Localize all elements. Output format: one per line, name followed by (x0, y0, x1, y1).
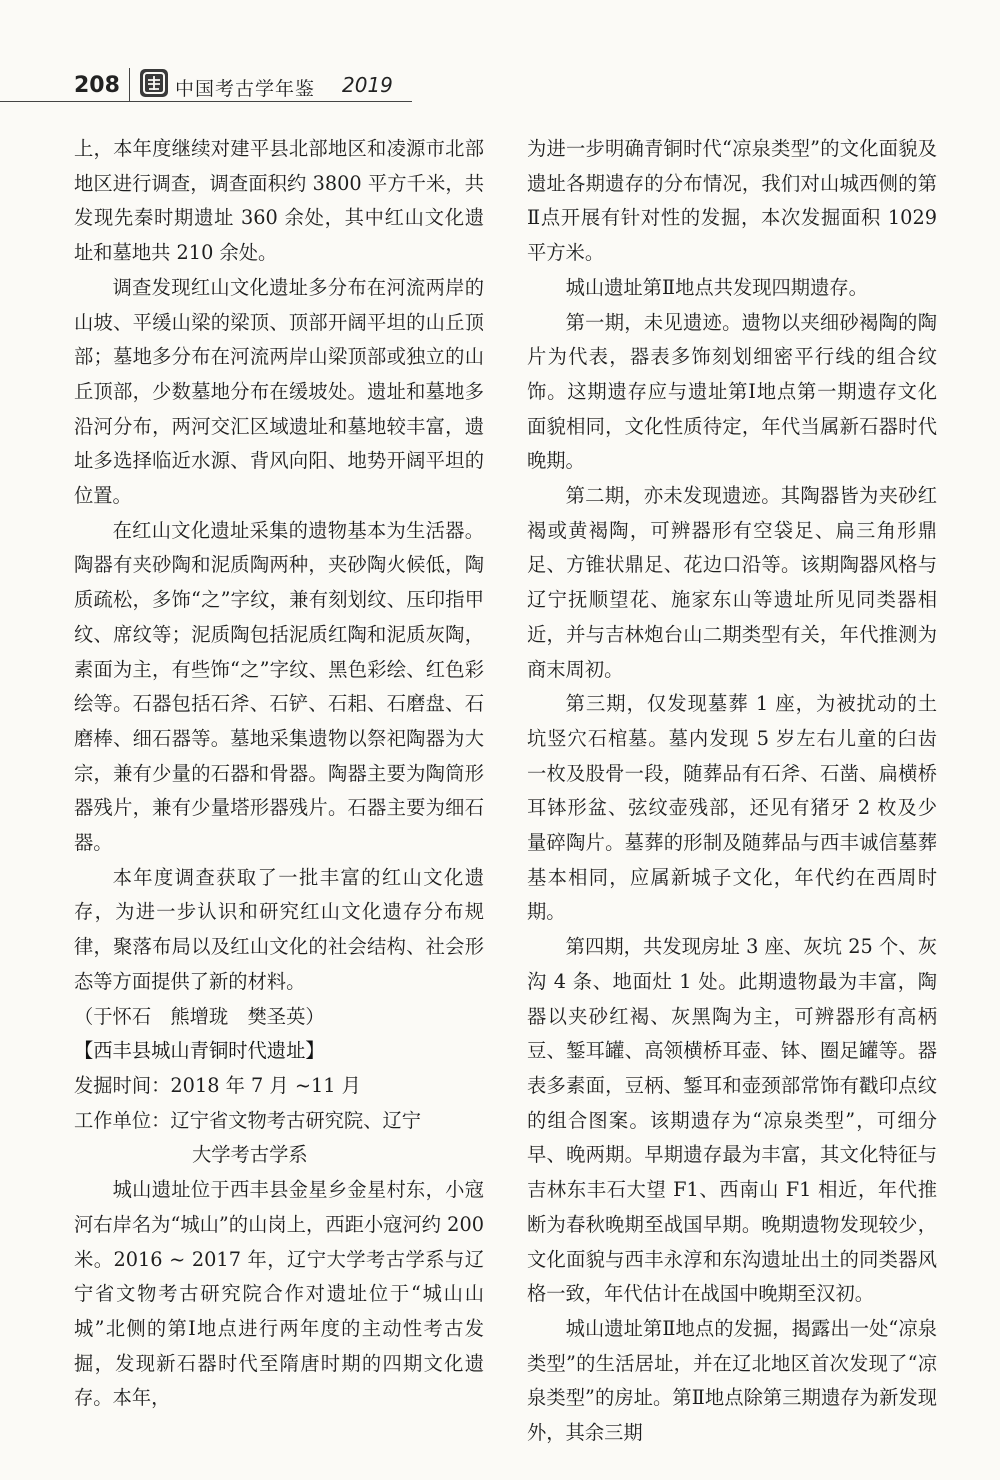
paragraph: 城山遗址位于西丰县金星乡金星村东，小寇河右岸名为“城山”的山岗上，西距小寇河约 200 米。2016 ~ 2017 年，辽宁大学考古学系与辽宁省文物考古研究院合作对遗址位于“城山山城”北侧的第Ⅰ地点进行两年度的主动性考古发掘，发现新石器时代至隋唐时期的四期文化遗存。本年， (74, 1178, 484, 1410)
section-heading: 【西丰县城山青铜时代遗址】 (74, 1039, 325, 1063)
yearbook-logo-icon (139, 68, 169, 98)
paragraph: 上，本年度继续对建平县北部地区和凌源市北部地区进行调查，调查面积约 3800 平方千米，共发现先秦时期遗址 360 余处，其中红山文化遗址和墓地共 210 余处。 (74, 137, 484, 265)
right-column (527, 132, 937, 1451)
work-unit-continued: 大学考古学系 (192, 1143, 308, 1167)
author-credit: （于怀石 熊增珑 樊圣英） (74, 1004, 325, 1028)
header-rule (0, 101, 412, 102)
paragraph: 第三期，仅发现墓葬 1 座，为被扰动的土坑竖穴石棺墓。墓内发现 5 岁左右儿童的臼齿一枚及股骨一段，随葬品有石斧、石凿、扁横桥耳钵形盆、弦纹壶残部，还见有猪牙 2 枚及少量碎陶片。墓葬的形制及随葬品与西丰诚信墓葬基本相同，应属新城子文化，年代约在西周时期。 (527, 692, 937, 924)
work-unit: 工作单位：辽宁省文物考古研究院、辽宁 (74, 1108, 422, 1132)
paragraph: 为进一步明确青铜时代“凉泉类型”的文化面貌及遗址各期遗存的分布情况，我们对山城西侧的第Ⅱ点开展有针对性的发掘，本次发掘面积 1029 平方米。 (527, 137, 937, 265)
left-column (74, 132, 484, 1416)
excavation-time: 发掘时间：2018 年 7 月 ~11 月 (74, 1073, 361, 1097)
page-number: 208 (74, 73, 120, 98)
paragraph: 城山遗址第Ⅱ地点的发掘，揭露出一处“凉泉类型”的生活居址，并在辽北地区首次发现了“凉泉类型”的房址。第Ⅱ地点除第三期遗存为新发现外，其余三期 (527, 1316, 937, 1445)
paragraph: 城山遗址第Ⅱ地点共发现四期遗存。 (565, 275, 868, 299)
paragraph: 在红山文化遗址采集的遗物基本为生活器。陶器有夹砂陶和泥质陶两种，夹砂陶火候低，陶质疏松，多饰“之”字纹，兼有刻划纹、压印指甲纹、席纹等；泥质陶包括泥质红陶和泥质灰陶，素面为主，有些饰“之”字纹、黑色彩绘、红色彩绘等。石器包括石斧、石铲、石耜、石磨盘、石磨棒、细石器等。墓地采集遗物以祭祀陶器为大宗，兼有少量的石器和骨器。陶器主要为陶筒形器残片，兼有少量塔形器残片。石器主要为细石器。 (74, 518, 484, 855)
paragraph: 调查发现红山文化遗址多分布在河流两岸的山坡、平缓山梁的梁顶、顶部开阔平坦的山丘顶部；墓地多分布在河流两岸山梁顶部或独立的山丘顶部，少数墓地分布在缓坡处。遗址和墓地多沿河分布，两河交汇区域遗址和墓地较丰富，遗址多选择临近水源、背风向阳、地势开阔平坦的位置。 (74, 275, 484, 508)
journal-year: 2019 (342, 73, 393, 97)
paragraph: 第一期，未见遗迹。遗物以夹细砂褐陶的陶片为代表，器表多饰刻划细密平行线的组合纹饰。这期遗存应与遗址第Ⅰ地点第一期遗存文化面貌相同，文化性质待定，年代当属新石器时代晚期。 (527, 310, 937, 473)
paragraph: 本年度调查获取了一批丰富的红山文化遗存，为进一步认识和研究红山文化遗存分布规律，聚落布局以及红山文化的社会结构、社会形态等方面提供了新的材料。 (74, 865, 484, 993)
paragraph: 第二期，亦未发现遗迹。其陶器皆为夹砂红褐或黄褐陶，可辨器形有空袋足、扁三角形鼎足、方锥状鼎足、花边口沿等。该期陶器风格与辽宁抚顺望花、施家东山等遗址所见同类器相近，并与吉林炮台山二期类型有关，年代推测为商末周初。 (527, 484, 937, 681)
journal-title: 中国考古学年鉴 (175, 78, 316, 100)
paragraph: 第四期，共发现房址 3 座、灰坑 25 个、灰沟 4 条、地面灶 1 处。此期遗物最为丰富，陶器以夹砂红褐、灰黑陶为主，可辨器形有高柄豆、錾耳罐、高领横桥耳壶、钵、圈足罐等。器表多素面，豆柄、錾耳和壶颈部常饰有戳印点纹的组合图案。该期遗存为“凉泉类型”，可细分早、晚两期。早期遗存最为丰富，其文化特征与吉林东丰石大望 F1、西南山 F1 相近，年代推断为春秋晚期至战国早期。晚期遗物发现较少，文化面貌与西丰永淳和东沟遗址出土的同类器风格一致，年代估计在战国中晚期至汉初。 (527, 935, 937, 1306)
header-separator (129, 68, 130, 102)
